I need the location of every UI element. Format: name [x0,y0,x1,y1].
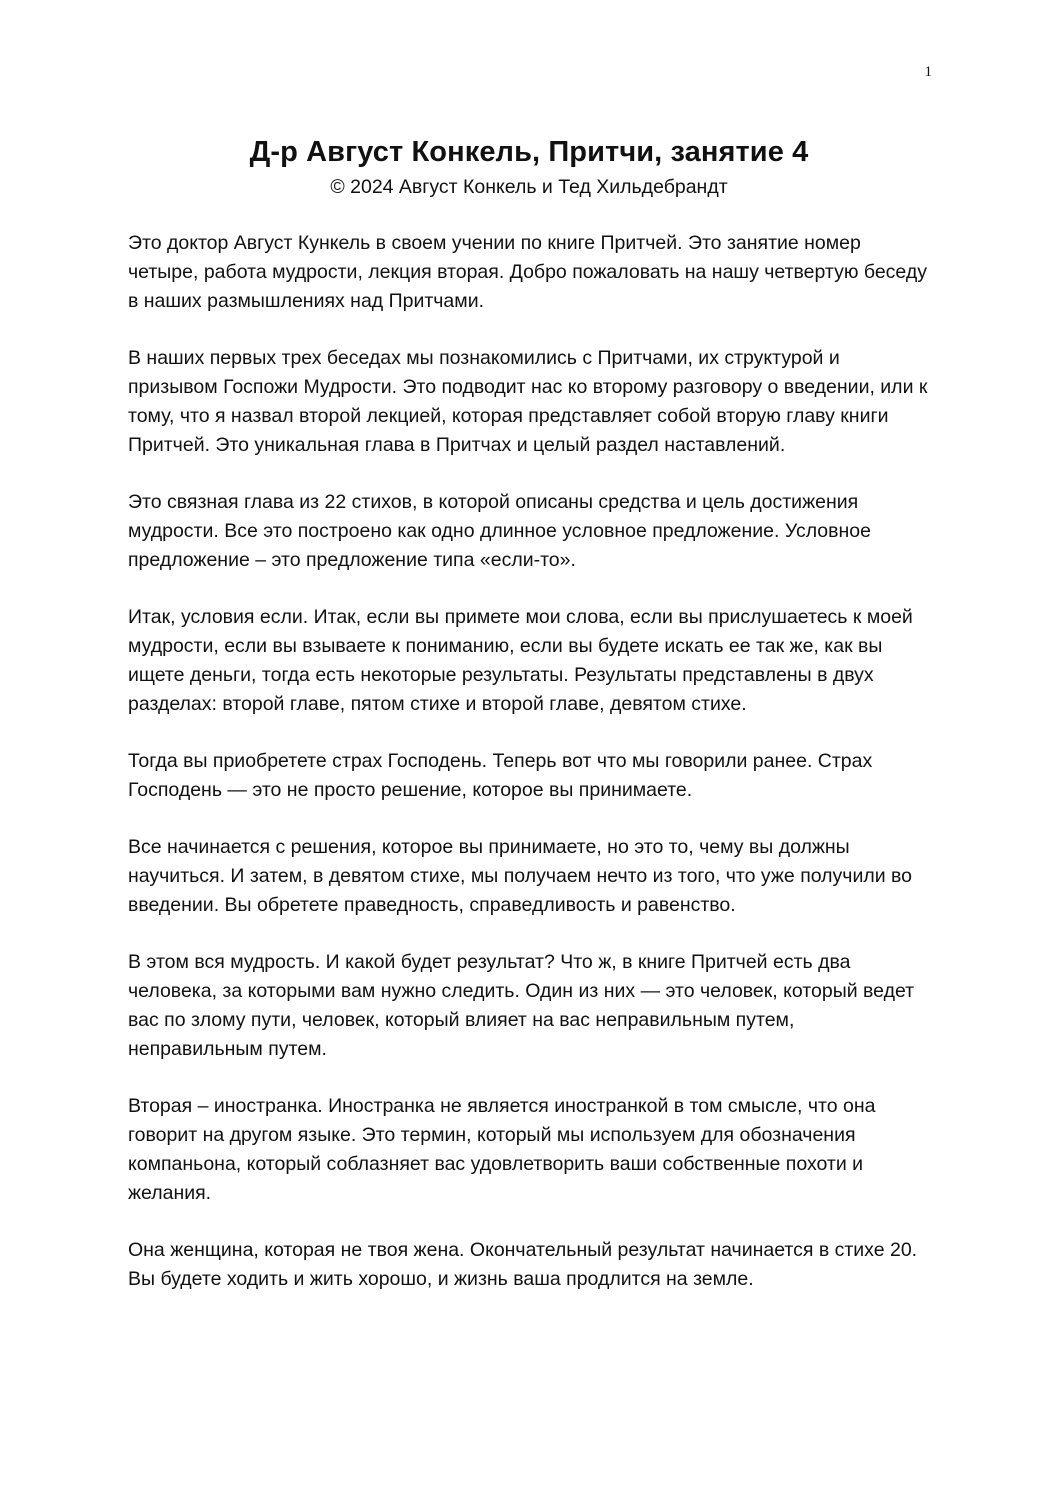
paragraph: Она женщина, которая не твоя жена. Окончательный результат начинается в стихе 20. Вы будете ходить и жить хорошо, и жизнь ваша продлится на земле. [128,1239,918,1290]
paragraph: Это связная глава из 22 стихов, в которой описаны средства и цель достижения мудрости. Все это построено как одно длинное условное предложение. Условное предложение – это предложение типа «если-то». [128,491,871,571]
paragraph: Итак, условия если. Итак, если вы примете мои слова, если вы прислушаетесь к моей мудрости, если вы взываете к пониманию, если вы будете искать ее так же, как вы ищете деньги, тогда есть некоторые результаты. Результаты представлены в двух разделах: второй главе, пятом стихе и второй главе, девятом стихе. [128,606,913,715]
paragraph: В этом вся мудрость. И какой будет результат? Что ж, в книге Притчей есть два человека, за которыми вам нужно следить. Один из них — это человек, который ведет вас по злому пути, человек, который влияет на вас неправильным путем, неправильным путем. [128,951,915,1060]
page-number: 1 [924,64,932,80]
copyright-line: © 2024 Август Конкель и Тед Хильдебрандт [330,176,728,198]
paragraph: Тогда вы приобретете страх Господень. Теперь вот что мы говорили ранее. Страх Господень — это не просто решение, которое вы принимаете. [128,750,873,801]
document-title: Д-р Август Конкель, Притчи, занятие 4 [249,136,809,168]
paragraph: Вторая – иностранка. Иностранка не является иностранкой в том смысле, что она говорит на другом языке. Это термин, который мы используем для обозначения компаньона, который соблазняет вас удовлетворить ваши собственные похоти и желания. [128,1095,876,1204]
document-body [128,229,928,1322]
paragraph: В наших первых трех беседах мы познакомились с Притчами, их структурой и призывом Госпожи Мудрости. Это подводит нас ко второму разговору о введении, или к тому, что я назвал второй лекцией, которая представляет собой вторую главу книги Притчей. Это уникальная глава в Притчах и целый раздел наставлений. [128,347,928,456]
paragraph: Все начинается с решения, которое вы принимаете, но это то, чему вы должны научиться. И затем, в девятом стихе, мы получаем нечто из того, что уже получили во введении. Вы обретете праведность, справедливость и равенство. [128,836,913,916]
paragraph: Это доктор Август Кункель в своем учении по книге Притчей. Это занятие номер четыре, работа мудрости, лекция вторая. Добро пожаловать на нашу четвертую беседу в наших размышлениях над Притчами. [128,232,927,312]
